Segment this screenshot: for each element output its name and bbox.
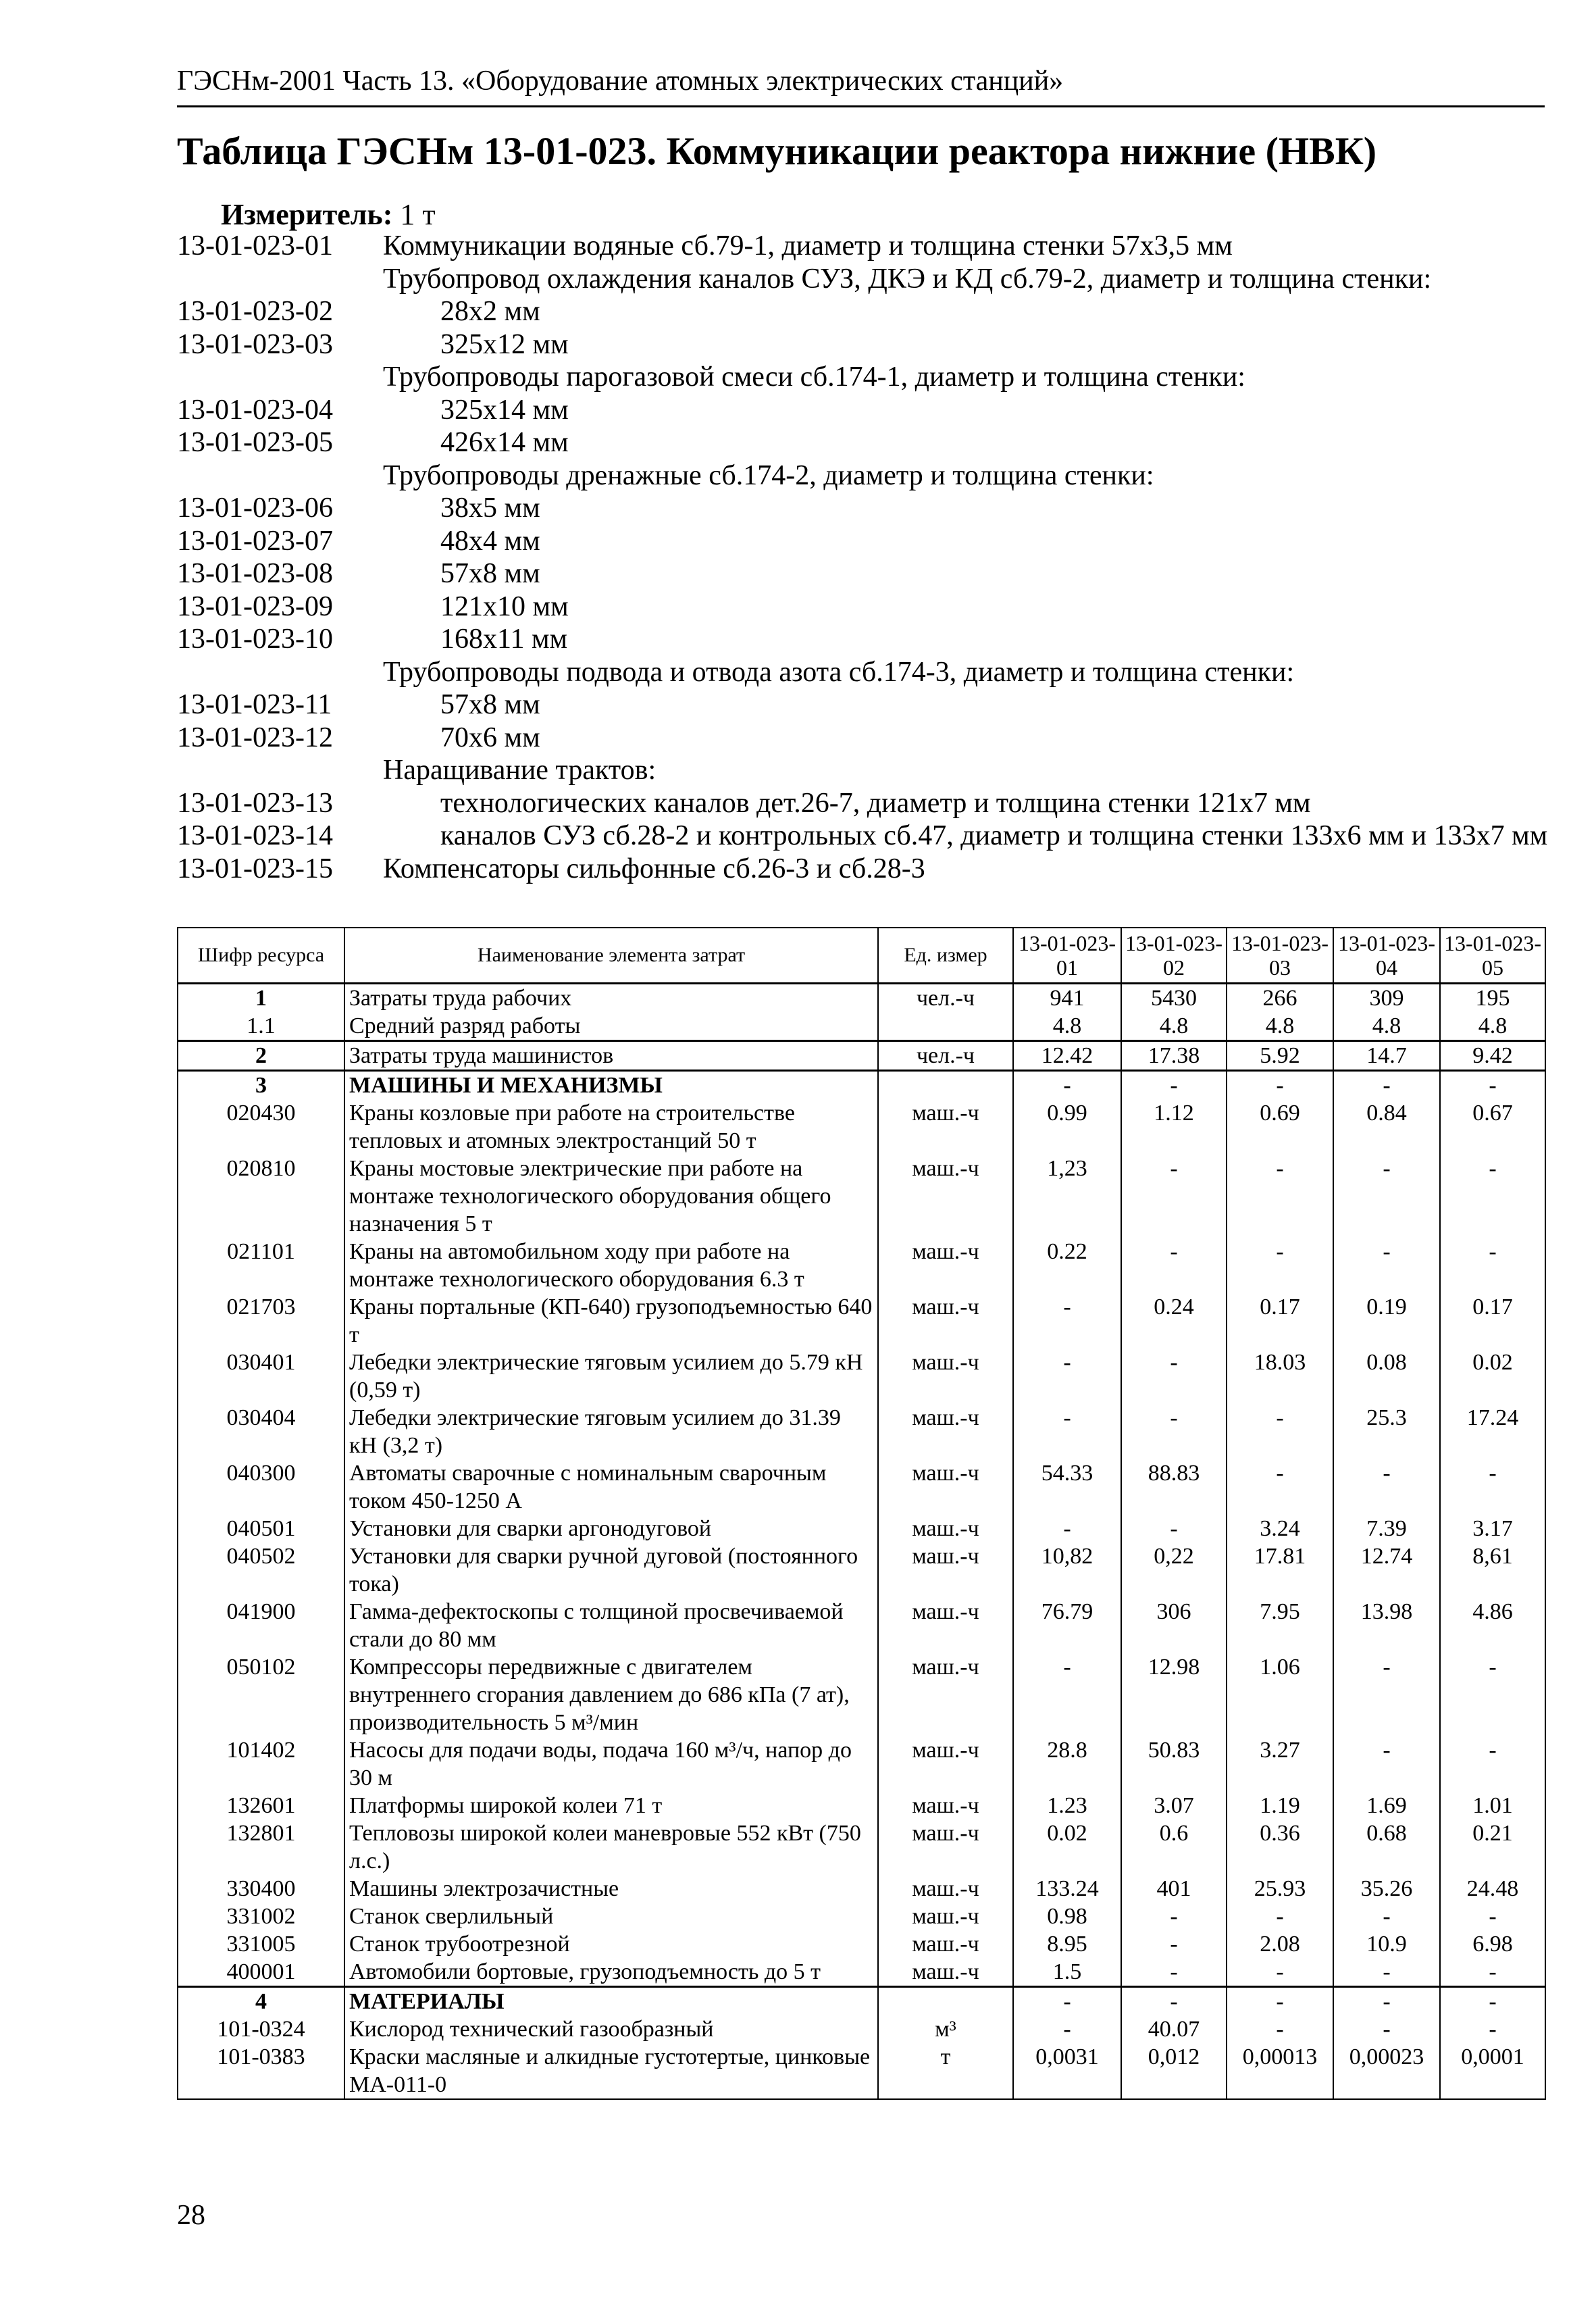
table-row	[178, 984, 1545, 1013]
value-cell: -	[1121, 1238, 1227, 1293]
code-line-text: Коммуникации водяные сб.79-1, диаметр и толщина стенки 57х3,5 мм	[383, 230, 1233, 261]
value-cell: 12.98	[1121, 1653, 1227, 1736]
value-cell: 0.6	[1121, 1819, 1227, 1875]
value-cell: -	[1013, 1987, 1121, 2016]
value-cell: 0,012	[1121, 2043, 1227, 2099]
cost-element-name: Установки для сварки аргонодуговой	[344, 1515, 878, 1542]
value-cell: -	[1121, 1930, 1227, 1958]
value-cell: 17.38	[1121, 1041, 1227, 1071]
column-header: Наименование элемента затрат	[344, 928, 878, 984]
value-cell: -	[1440, 1071, 1545, 1100]
unit-of-measure: маш.-ч	[878, 1736, 1013, 1792]
code-line-code: 13-01-023-10	[177, 624, 333, 655]
value-cell: -	[1440, 1987, 1545, 2016]
resource-code: 050102	[178, 1653, 344, 1736]
code-line-text: технологических каналов дет.26-7, диаметр и толщина стенки 121х7 мм	[440, 787, 1311, 819]
value-cell: 1.01	[1440, 1792, 1545, 1819]
code-line-text: 121х10 мм	[440, 590, 569, 622]
cost-element-name: Краны портальные (КП-640) грузоподъемностью 640 т	[344, 1293, 878, 1349]
value-cell: 54.33	[1013, 1459, 1121, 1515]
measure-line	[221, 197, 436, 232]
value-cell: 0.19	[1333, 1293, 1440, 1349]
code-line-text: Трубопроводы дренажные сб.174-2, диаметр и толщина стенки:	[383, 459, 1154, 491]
value-cell: 8.95	[1013, 1930, 1121, 1958]
header-rule	[177, 105, 1545, 107]
value-cell: 28.8	[1013, 1736, 1121, 1792]
unit-of-measure: маш.-ч	[878, 1293, 1013, 1349]
code-line-text: 38х5 мм	[440, 493, 540, 524]
table-row	[178, 1987, 1545, 2016]
column-header: 13-01-023-02	[1121, 928, 1227, 984]
value-cell: -	[1121, 1349, 1227, 1404]
code-line-text: 325х14 мм	[440, 394, 569, 426]
cost-element-name: Установки для сварки ручной дуговой (постоянного тока)	[344, 1542, 878, 1598]
value-cell: 18.03	[1227, 1349, 1333, 1404]
value-cell: 3.27	[1227, 1736, 1333, 1792]
value-cell: -	[1333, 1238, 1440, 1293]
code-line-text: Трубопровод охлаждения каналов СУЗ, ДКЭ и КД сб.79-2, диаметр и толщина стенки:	[383, 263, 1432, 295]
code-line-code: 13-01-023-14	[177, 820, 333, 851]
column-header: Шифр ресурса	[178, 928, 344, 984]
value-cell: -	[1227, 2015, 1333, 2043]
value-cell: 25.3	[1333, 1404, 1440, 1459]
value-cell: 0,00013	[1227, 2043, 1333, 2099]
cost-element-name: Тепловозы широкой колеи маневровые 552 кВт (750 л.с.)	[344, 1819, 878, 1875]
value-cell: 0.02	[1013, 1819, 1121, 1875]
cost-element-name: МАТЕРИАЛЫ	[344, 1987, 878, 2016]
resource-code: 020810	[178, 1155, 344, 1238]
value-cell: -	[1333, 1987, 1440, 2016]
resource-code: 400001	[178, 1958, 344, 1987]
code-list	[177, 230, 1555, 885]
unit-of-measure	[878, 1987, 1013, 2016]
value-cell: 76.79	[1013, 1598, 1121, 1653]
table-row	[178, 1875, 1545, 1903]
value-cell: 941	[1013, 984, 1121, 1013]
value-cell: -	[1013, 1515, 1121, 1542]
table-row	[178, 1238, 1545, 1293]
value-cell: 17.24	[1440, 1404, 1545, 1459]
value-cell: -	[1440, 1903, 1545, 1930]
unit-of-measure: маш.-ч	[878, 1238, 1013, 1293]
value-cell: -	[1013, 1404, 1121, 1459]
cost-element-name: Краны мостовые электрические при работе на монтаже технологического оборудования общего назначения 5 т	[344, 1155, 878, 1238]
code-line-text: 325х12 мм	[440, 328, 569, 360]
code-line-text: 28х2 мм	[440, 296, 540, 327]
code-line-text: 168х11 мм	[440, 624, 568, 655]
value-cell: -	[1440, 1155, 1545, 1238]
code-line	[177, 590, 1555, 624]
value-cell: 1.23	[1013, 1792, 1121, 1819]
cost-element-name: Компрессоры передвижные с двигателем внутреннего сгорания давлением до 686 кПа (7 ат), производительность 5 м³/мин	[344, 1653, 878, 1736]
code-line	[177, 361, 1555, 394]
value-cell: -	[1121, 1404, 1227, 1459]
value-cell: 0,22	[1121, 1542, 1227, 1598]
cost-element-name: Лебедки электрические тяговым усилием до 5.79 кН (0,59 т)	[344, 1349, 878, 1404]
unit-of-measure: маш.-ч	[878, 1404, 1013, 1459]
value-cell: -	[1227, 1958, 1333, 1987]
resource-code: 132801	[178, 1819, 344, 1875]
code-line-text: 57х8 мм	[440, 558, 540, 589]
value-cell: 4.8	[1121, 1012, 1227, 1041]
value-cell: -	[1227, 1903, 1333, 1930]
value-cell: 7.95	[1227, 1598, 1333, 1653]
value-cell: 24.48	[1440, 1875, 1545, 1903]
table-row	[178, 1404, 1545, 1459]
table-row	[178, 1293, 1545, 1349]
value-cell: 4.86	[1440, 1598, 1545, 1653]
unit-of-measure: чел.-ч	[878, 1041, 1013, 1071]
table-row	[178, 1653, 1545, 1736]
table-header-row	[178, 928, 1545, 984]
table-row	[178, 1071, 1545, 1100]
value-cell: 0,0001	[1440, 2043, 1545, 2099]
resource-code: 2	[178, 1041, 344, 1071]
value-cell: 4.8	[1333, 1012, 1440, 1041]
resource-code: 331005	[178, 1930, 344, 1958]
unit-of-measure: чел.-ч	[878, 984, 1013, 1013]
value-cell: 0.02	[1440, 1349, 1545, 1404]
value-cell: 309	[1333, 984, 1440, 1013]
table-row	[178, 1819, 1545, 1875]
unit-of-measure: маш.-ч	[878, 1542, 1013, 1598]
table-row	[178, 1515, 1545, 1542]
resource-code: 4	[178, 1987, 344, 2016]
table-row	[178, 1792, 1545, 1819]
value-cell: 5.92	[1227, 1041, 1333, 1071]
value-cell: 35.26	[1333, 1875, 1440, 1903]
table-row	[178, 2043, 1545, 2099]
value-cell: 1.12	[1121, 1099, 1227, 1155]
cost-element-name: Затраты труда рабочих	[344, 984, 878, 1013]
code-line-text: 57х8 мм	[440, 689, 540, 720]
table-row	[178, 1736, 1545, 1792]
code-line-text: 70х6 мм	[440, 722, 540, 753]
value-cell: 7.39	[1333, 1515, 1440, 1542]
value-cell: 0.17	[1227, 1293, 1333, 1349]
value-cell: 6.98	[1440, 1930, 1545, 1958]
value-cell: 3.07	[1121, 1792, 1227, 1819]
value-cell: 5430	[1121, 984, 1227, 1013]
value-cell: 9.42	[1440, 1041, 1545, 1071]
resource-code: 030401	[178, 1349, 344, 1404]
resource-code: 041900	[178, 1598, 344, 1653]
cost-element-name: Кислород технический газообразный	[344, 2015, 878, 2043]
cost-element-name: Краны козловые при работе на строительстве тепловых и атомных электростанций 50 т	[344, 1099, 878, 1155]
unit-of-measure: т	[878, 2043, 1013, 2099]
value-cell: 0.17	[1440, 1293, 1545, 1349]
value-cell: 133.24	[1013, 1875, 1121, 1903]
code-line	[177, 853, 1555, 886]
code-line-code: 13-01-023-03	[177, 328, 333, 360]
code-line	[177, 787, 1555, 820]
value-cell: 0.22	[1013, 1238, 1121, 1293]
code-line-code: 13-01-023-15	[177, 853, 333, 884]
resource-code: 040300	[178, 1459, 344, 1515]
unit-of-measure: маш.-ч	[878, 1875, 1013, 1903]
table-row	[178, 1349, 1545, 1404]
code-line-code: 13-01-023-05	[177, 427, 333, 458]
value-cell: 0.67	[1440, 1099, 1545, 1155]
value-cell: 1.69	[1333, 1792, 1440, 1819]
column-header: 13-01-023-04	[1333, 928, 1440, 984]
code-line-code: 13-01-023-04	[177, 394, 333, 426]
value-cell: -	[1121, 1987, 1227, 2016]
cost-element-name: Краны на автомобильном ходу при работе на монтаже технологического оборудования 6.3 т	[344, 1238, 878, 1293]
value-cell: 0.69	[1227, 1099, 1333, 1155]
value-cell: -	[1333, 2015, 1440, 2043]
value-cell: 12.42	[1013, 1041, 1121, 1071]
value-cell: -	[1227, 1155, 1333, 1238]
value-cell: -	[1013, 1293, 1121, 1349]
unit-of-measure: маш.-ч	[878, 1930, 1013, 1958]
value-cell: 0.84	[1333, 1099, 1440, 1155]
table-row	[178, 1903, 1545, 1930]
value-cell: 0.08	[1333, 1349, 1440, 1404]
value-cell: -	[1013, 1071, 1121, 1100]
value-cell: 306	[1121, 1598, 1227, 1653]
code-line	[177, 722, 1555, 755]
value-cell: 2.08	[1227, 1930, 1333, 1958]
table-row	[178, 1459, 1545, 1515]
code-line-text: Трубопроводы парогазовой смеси сб.174-1, диаметр и толщина стенки:	[383, 361, 1245, 393]
value-cell: -	[1333, 1653, 1440, 1736]
cost-element-name: Машины электрозачистные	[344, 1875, 878, 1903]
value-cell: 1.19	[1227, 1792, 1333, 1819]
column-header: 13-01-023-01	[1013, 928, 1121, 984]
unit-of-measure: маш.-ч	[878, 1349, 1013, 1404]
table-title: Таблица ГЭСНм 13-01-023. Коммуникации реактора нижние (НВК)	[177, 129, 1377, 173]
value-cell: 1.06	[1227, 1653, 1333, 1736]
value-cell: 40.07	[1121, 2015, 1227, 2043]
code-line	[177, 623, 1555, 656]
table-row	[178, 1041, 1545, 1071]
cost-element-name: Насосы для подачи воды, подача 160 м³/ч, напор до 30 м	[344, 1736, 878, 1792]
value-cell: -	[1333, 1459, 1440, 1515]
value-cell: -	[1013, 1653, 1121, 1736]
value-cell: 195	[1440, 984, 1545, 1013]
unit-of-measure	[878, 1071, 1013, 1100]
value-cell: 0.99	[1013, 1099, 1121, 1155]
unit-of-measure: маш.-ч	[878, 1903, 1013, 1930]
code-line-code: 13-01-023-02	[177, 296, 333, 327]
running-header: ГЭСНм-2001 Часть 13. «Оборудование атомных электрических станций»	[177, 66, 1064, 97]
value-cell: -	[1440, 1958, 1545, 1987]
code-line-code: 13-01-023-06	[177, 493, 333, 524]
value-cell: 8,61	[1440, 1542, 1545, 1598]
value-cell: -	[1121, 1903, 1227, 1930]
code-line	[177, 459, 1555, 493]
code-line	[177, 394, 1555, 427]
code-line-text: Трубопроводы подвода и отвода азота сб.174-3, диаметр и толщина стенки:	[383, 656, 1295, 688]
code-line-code: 13-01-023-07	[177, 525, 333, 557]
value-cell: -	[1333, 1155, 1440, 1238]
value-cell: -	[1333, 1903, 1440, 1930]
value-cell: 4.8	[1227, 1012, 1333, 1041]
table-row	[178, 1542, 1545, 1598]
code-line	[177, 688, 1555, 722]
cost-element-name: Станок трубоотрезной	[344, 1930, 878, 1958]
resource-code: 101402	[178, 1736, 344, 1792]
value-cell: -	[1440, 1736, 1545, 1792]
value-cell: 12.74	[1333, 1542, 1440, 1598]
value-cell: -	[1227, 1071, 1333, 1100]
value-cell: 0.36	[1227, 1819, 1333, 1875]
table-row	[178, 1099, 1545, 1155]
code-line-code: 13-01-023-12	[177, 722, 333, 753]
code-line	[177, 328, 1555, 361]
resource-code: 021703	[178, 1293, 344, 1349]
code-line-text: 48х4 мм	[440, 525, 540, 557]
column-header: 13-01-023-05	[1440, 928, 1545, 984]
code-line	[177, 557, 1555, 590]
column-header: 13-01-023-03	[1227, 928, 1333, 984]
page-number: 28	[177, 2200, 205, 2231]
resource-code: 021101	[178, 1238, 344, 1293]
code-line	[177, 754, 1555, 787]
cost-element-name: Гамма-дефектоскопы с толщиной просвечиваемой стали до 80 мм	[344, 1598, 878, 1653]
value-cell: 50.83	[1121, 1736, 1227, 1792]
column-header: Ед. измер	[878, 928, 1013, 984]
value-cell: 0.98	[1013, 1903, 1121, 1930]
value-cell: 88.83	[1121, 1459, 1227, 1515]
unit-of-measure: маш.-ч	[878, 1819, 1013, 1875]
value-cell: -	[1333, 1071, 1440, 1100]
value-cell: -	[1227, 1987, 1333, 2016]
cost-element-name: Станок сверлильный	[344, 1903, 878, 1930]
resource-code: 040502	[178, 1542, 344, 1598]
resource-code: 101-0324	[178, 2015, 344, 2043]
code-line-code: 13-01-023-01	[177, 230, 333, 261]
value-cell: 14.7	[1333, 1041, 1440, 1071]
code-line-text: Наращивание трактов:	[383, 755, 657, 786]
value-cell: -	[1333, 1736, 1440, 1792]
value-cell: 0.68	[1333, 1819, 1440, 1875]
cost-element-name: Средний разряд работы	[344, 1012, 878, 1041]
code-line	[177, 295, 1555, 328]
cost-element-name: Автомобили бортовые, грузоподъемность до 5 т	[344, 1958, 878, 1987]
cost-element-name: Платформы широкой колеи 71 т	[344, 1792, 878, 1819]
unit-of-measure: маш.-ч	[878, 1515, 1013, 1542]
value-cell: -	[1440, 1459, 1545, 1515]
unit-of-measure: маш.-ч	[878, 1792, 1013, 1819]
unit-of-measure: маш.-ч	[878, 1459, 1013, 1515]
resource-code: 1.1	[178, 1012, 344, 1041]
code-line	[177, 492, 1555, 525]
value-cell: -	[1013, 2015, 1121, 2043]
value-cell: -	[1121, 1155, 1227, 1238]
value-cell: -	[1121, 1071, 1227, 1100]
value-cell: 10.9	[1333, 1930, 1440, 1958]
cost-element-name: Лебедки электрические тяговым усилием до 31.39 кН (3,2 т)	[344, 1404, 878, 1459]
value-cell: -	[1227, 1459, 1333, 1515]
measure-label: Измеритель:	[221, 198, 393, 231]
cost-element-name: Краски масляные и алкидные густотертые, цинковые МА-011-0	[344, 2043, 878, 2099]
resource-code: 132601	[178, 1792, 344, 1819]
value-cell: 266	[1227, 984, 1333, 1013]
value-cell: 0,00023	[1333, 2043, 1440, 2099]
cost-element-name: Затраты труда машинистов	[344, 1041, 878, 1071]
value-cell: 13.98	[1333, 1598, 1440, 1653]
value-cell: -	[1227, 1238, 1333, 1293]
value-cell: 0.21	[1440, 1819, 1545, 1875]
measure-value: 1 т	[400, 198, 436, 231]
code-line	[177, 230, 1555, 263]
unit-of-measure: маш.-ч	[878, 1653, 1013, 1736]
code-line	[177, 426, 1555, 459]
unit-of-measure: маш.-ч	[878, 1598, 1013, 1653]
table-row	[178, 1012, 1545, 1041]
unit-of-measure: м³	[878, 2015, 1013, 2043]
value-cell: -	[1227, 1404, 1333, 1459]
value-cell: 25.93	[1227, 1875, 1333, 1903]
value-cell: 4.8	[1013, 1012, 1121, 1041]
value-cell: 0,0031	[1013, 2043, 1121, 2099]
unit-of-measure: маш.-ч	[878, 1958, 1013, 1987]
table-row	[178, 1598, 1545, 1653]
table-row	[178, 1958, 1545, 1987]
resource-code: 030404	[178, 1404, 344, 1459]
resource-code: 1	[178, 984, 344, 1013]
value-cell: 4.8	[1440, 1012, 1545, 1041]
resource-code: 331002	[178, 1903, 344, 1930]
value-cell: -	[1440, 1653, 1545, 1736]
code-line-code: 13-01-023-11	[177, 689, 332, 720]
resource-code: 3	[178, 1071, 344, 1100]
code-line	[177, 656, 1555, 689]
value-cell: -	[1333, 1958, 1440, 1987]
value-cell: -	[1440, 2015, 1545, 2043]
value-cell: -	[1121, 1958, 1227, 1987]
resource-code: 020430	[178, 1099, 344, 1155]
unit-of-measure: маш.-ч	[878, 1155, 1013, 1238]
code-line-code: 13-01-023-13	[177, 787, 333, 819]
code-line-text: 426х14 мм	[440, 427, 569, 458]
value-cell: 10,82	[1013, 1542, 1121, 1598]
cost-element-name: МАШИНЫ И МЕХАНИЗМЫ	[344, 1071, 878, 1100]
value-cell: -	[1440, 1238, 1545, 1293]
value-cell: 3.17	[1440, 1515, 1545, 1542]
unit-of-measure	[878, 1012, 1013, 1041]
code-line-text: Компенсаторы сильфонные сб.26-3 и сб.28-3	[383, 853, 925, 884]
code-line	[177, 525, 1555, 558]
code-line	[177, 263, 1555, 296]
value-cell: 401	[1121, 1875, 1227, 1903]
value-cell: -	[1013, 1349, 1121, 1404]
resource-code: 101-0383	[178, 2043, 344, 2099]
resource-code: 040501	[178, 1515, 344, 1542]
code-line-text: каналов СУЗ сб.28-2 и контрольных сб.47, диаметр и толщина стенки 133х6 мм и 133х7 мм	[440, 820, 1548, 851]
value-cell: 3.24	[1227, 1515, 1333, 1542]
resource-code: 330400	[178, 1875, 344, 1903]
resource-table	[177, 927, 1546, 2100]
value-cell: 1,23	[1013, 1155, 1121, 1238]
code-line-code: 13-01-023-08	[177, 558, 333, 589]
code-line	[177, 820, 1555, 853]
table-row	[178, 2015, 1545, 2043]
table-row	[178, 1155, 1545, 1238]
cost-element-name: Автоматы сварочные с номинальным сварочным током 450-1250 А	[344, 1459, 878, 1515]
value-cell: 17.81	[1227, 1542, 1333, 1598]
value-cell: 0.24	[1121, 1293, 1227, 1349]
code-line-code: 13-01-023-09	[177, 590, 333, 622]
table-row	[178, 1930, 1545, 1958]
value-cell: -	[1121, 1515, 1227, 1542]
value-cell: 1.5	[1013, 1958, 1121, 1987]
unit-of-measure: маш.-ч	[878, 1099, 1013, 1155]
